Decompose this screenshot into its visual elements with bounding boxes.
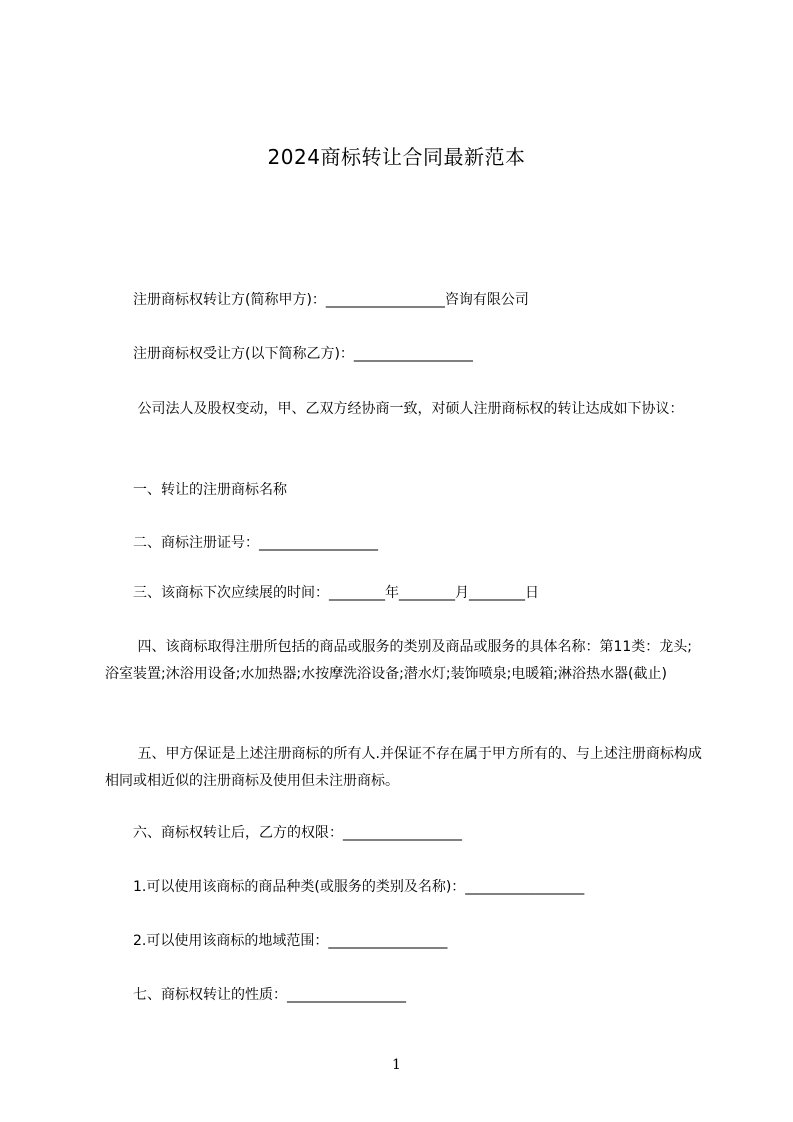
page-number: 1: [392, 1057, 401, 1073]
document-title: 2024商标转让合同最新范本: [267, 145, 526, 169]
paragraph-item-1: 1.可以使用该商标的商品种类(或服务的类别及名称)：_________________: [105, 879, 585, 895]
paragraph-section-3: 三、该商标下次应续展的时间：________年________月________日: [105, 585, 539, 601]
paragraph-section-2: 二、商标注册证号：_________________: [105, 535, 378, 551]
paragraph-section-6: 六、商标权转让后，乙方的权限：_________________: [105, 825, 462, 841]
paragraph-item-2: 2.可以使用该商标的地域范围：_________________: [105, 933, 448, 949]
paragraph-intro: 公司法人及股权变动，甲、乙双方经协商一致，对硕人注册商标权的转让达成如下协议：: [105, 401, 684, 417]
paragraph-section-5: 五、甲方保证是上述注册商标的所有人.并保证不存在属于甲方所有的、与上述注册商标构成相同或相近似的注册商标及使用但未注册商标。: [105, 746, 702, 789]
paragraph-section-7: 七、商标权转让的性质：_________________: [105, 987, 406, 1003]
paragraph-section-1: 一、转让的注册商标名称: [105, 482, 287, 498]
paragraph-section-4: 四、该商标取得注册所包括的商品或服务的类别及商品或服务的具体名称：第11类：龙头;浴室装置;沐浴用设备;水加热器;水按摩洗浴设备;潜水灯;装饰喷泉;电暖箱;淋浴热水器(截止): [105, 639, 692, 682]
paragraph-transferor: 注册商标权转让方(简称甲方)：_________________咨询有限公司: [105, 292, 529, 308]
paragraph-transferee: 注册商标权受让方(以下简称乙方)：_________________: [105, 346, 473, 362]
